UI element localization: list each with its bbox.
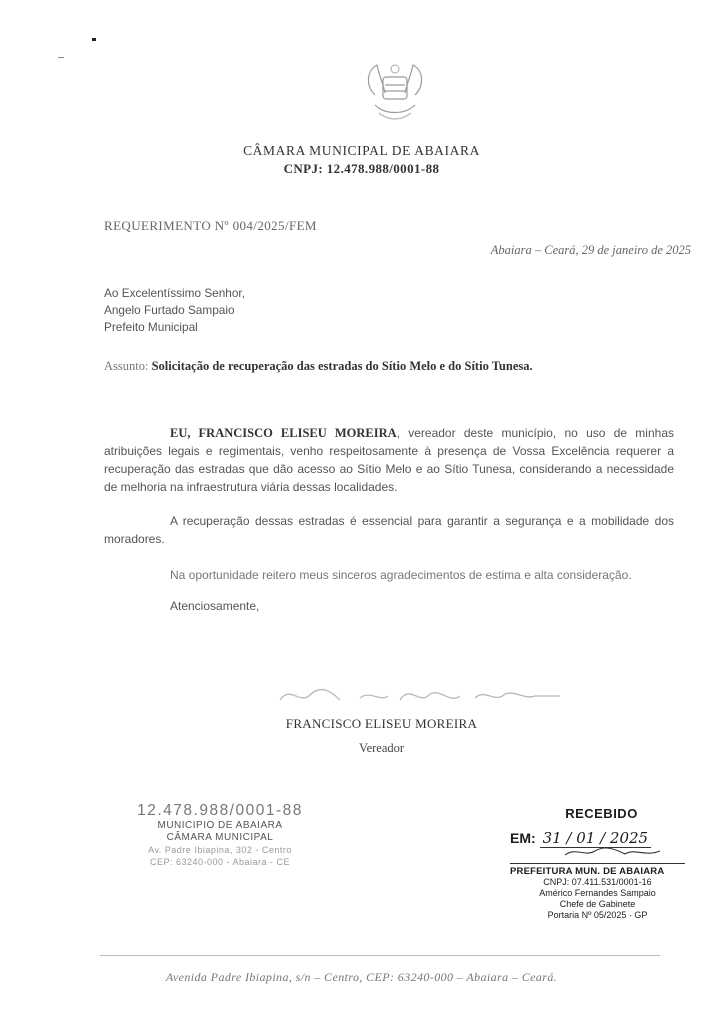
stamp-line: MUNICIPIO DE ABAIARA	[157, 820, 283, 831]
received-org: PREFEITURA MUN. DE ABAIARA	[510, 863, 685, 877]
scan-mark	[58, 57, 64, 58]
received-person: Américo Fernandes Sampaio	[539, 888, 656, 898]
subject-text: Solicitação de recuperação das estradas do Sítio Melo e do Sítio Tunesa.	[151, 359, 533, 373]
signatory-name: FRANCISCO ELISEU MOREIRA	[285, 716, 478, 731]
stamp-line: CEP: 63240-000 - Abaiara - CE	[149, 857, 291, 867]
subject-line	[104, 359, 533, 374]
letterhead	[0, 143, 723, 177]
addressee-line: Prefeito Municipal	[104, 320, 198, 334]
received-portaria: Portaria Nº 05/2025 · GP	[547, 910, 648, 920]
body-paragraph	[104, 424, 674, 496]
received-role: Chefe de Gabinete	[559, 899, 636, 909]
received-cnpj: CNPJ: 07.411.531/0001-16	[543, 877, 652, 887]
institution-name: CÂMARA MUNICIPAL DE ABAIARA	[243, 143, 480, 158]
signatory-role: Vereador	[358, 741, 405, 755]
footer-address: Avenida Padre Ibiapina, s/n – Centro, CEP: 63240-000 – Abaiara – Ceará.	[165, 970, 558, 984]
footer-divider	[100, 955, 660, 956]
received-stamp	[510, 806, 685, 921]
received-date-label: EM:	[510, 830, 536, 846]
stamp-line: CÂMARA MUNICIPAL	[166, 832, 274, 843]
requester-name: EU, FRANCISCO ELISEU MOREIRA	[170, 426, 397, 440]
addressee-line: Ao Excelentíssimo Senhor,	[104, 286, 245, 300]
stamp-line: Av. Padre Ibiapina, 302 - Centro	[148, 845, 292, 855]
handwritten-signature	[270, 670, 580, 718]
document-reference: REQUERIMENTO Nº 004/2025/FEM	[104, 218, 317, 233]
paragraph-text: , vereador deste município, no uso de minhas atribuições legais e regimentais, venho respeitosamente à presença de Vossa Excelência requerer a recuperação das estradas que dão acesso ao Sítio Melo e ao Sítio Tunesa, considerando a necessidade de melhoria na infraestrutura viária dessas localidades.	[104, 426, 674, 494]
received-title: RECEBIDO	[565, 806, 638, 821]
document-date: Abaiara – Ceará, 29 de janeiro de 2025	[490, 243, 691, 257]
addressee-line: Angelo Furtado Sampaio	[104, 303, 235, 317]
addressee-block	[104, 285, 245, 336]
paragraph-text: A recuperação dessas estradas é essencial para garantir a segurança e a mobilidade dos moradores.	[104, 514, 674, 546]
coat-of-arms-seal	[345, 55, 445, 130]
camara-cnpj-stamp	[120, 802, 320, 868]
stamp-number: 12.478.988/0001-88	[137, 802, 303, 819]
received-date: 31 / 01 / 2025	[540, 829, 652, 848]
body-paragraph: Na oportunidade reitero meus sinceros agradecimentos de estima e alta consideração.	[170, 568, 632, 582]
subject-label: Assunto:	[104, 359, 149, 373]
scan-mark	[92, 38, 96, 41]
closing-text: Atenciosamente,	[170, 599, 260, 613]
institution-cnpj: CNPJ: 12.478.988/0001-88	[283, 161, 440, 176]
body-paragraph	[104, 512, 674, 548]
